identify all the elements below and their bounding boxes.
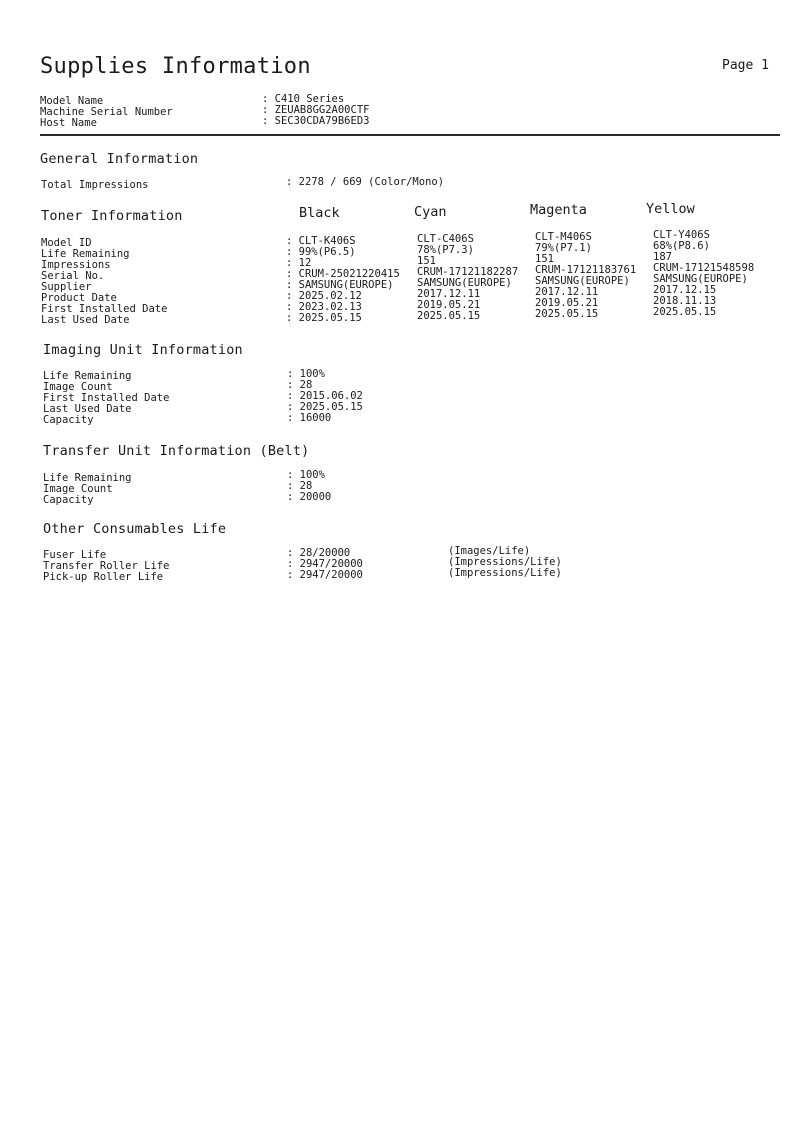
toner-label: Supplier (41, 281, 92, 293)
magenta-value: SAMSUNG(EUROPE) (535, 275, 630, 287)
other-value: : 28/20000 (287, 547, 351, 559)
imaging-value: : 16000 (287, 412, 332, 424)
yellow-value: CRUM-17121548598 (653, 262, 755, 274)
imaging-heading: Imaging Unit Information (43, 342, 243, 358)
transfer-heading: Transfer Unit Information (Belt) (43, 443, 310, 459)
col-magenta: Magenta (530, 202, 587, 218)
yellow-value: 2018.11.13 (653, 295, 717, 307)
magenta-value: 151 (535, 253, 554, 265)
black-value: : 2025.05.15 (286, 312, 362, 324)
imaging-label: Image Count (43, 381, 113, 393)
col-yellow: Yellow (646, 201, 695, 217)
other-label: Pick-up Roller Life (43, 571, 164, 583)
toner-label: Life Remaining (41, 248, 130, 260)
cyan-value: SAMSUNG(EUROPE) (417, 277, 512, 289)
page-number: Page 1 (722, 58, 769, 73)
host-name-value: : SEC30CDA79B6ED3 (262, 115, 370, 127)
transfer-value: : 100% (287, 469, 325, 481)
imaging-value: : 2015.06.02 (287, 390, 363, 402)
cyan-value: CRUM-17121182287 (417, 266, 519, 278)
model-name-value: : C410 Series (262, 93, 345, 105)
transfer-label: Capacity (43, 494, 94, 506)
black-value: : SAMSUNG(EUROPE) (286, 279, 394, 291)
toner-magenta-values (535, 232, 636, 320)
header-labels (40, 96, 173, 129)
toner-black-values (286, 236, 400, 324)
black-value: : CRUM-25021220415 (286, 268, 400, 280)
other-label: Fuser Life (43, 549, 107, 561)
toner-cyan-values (417, 234, 518, 322)
cyan-value: 78%(P7.3) (417, 244, 474, 256)
imaging-values (287, 369, 363, 424)
toner-label: Model ID (41, 237, 92, 249)
imaging-label: Life Remaining (43, 370, 132, 382)
header-divider (40, 134, 780, 136)
transfer-values (287, 470, 331, 503)
toner-row-labels (41, 238, 167, 326)
other-value: : 2947/20000 (287, 569, 363, 581)
yellow-value: 2017.12.15 (653, 284, 717, 296)
yellow-value: 2025.05.15 (653, 306, 717, 318)
black-value: : CLT-K406S (286, 235, 356, 247)
col-black: Black (299, 205, 340, 221)
transfer-labels (43, 473, 132, 506)
total-impressions-value: : 2278 / 669 (Color/Mono) (286, 176, 445, 188)
imaging-value: : 28 (287, 379, 313, 391)
imaging-value: : 2025.05.15 (287, 401, 363, 413)
cyan-value: 2025.05.15 (417, 310, 481, 322)
imaging-label: Last Used Date (43, 403, 132, 415)
transfer-label: Image Count (43, 483, 113, 495)
transfer-value: : 20000 (287, 491, 332, 503)
serial-number-label: Machine Serial Number (40, 106, 173, 118)
toner-label: First Installed Date (41, 303, 168, 315)
yellow-value: SAMSUNG(EUROPE) (653, 273, 748, 285)
imaging-value: : 100% (287, 368, 325, 380)
other-labels (43, 550, 169, 583)
cyan-value: 151 (417, 255, 436, 267)
col-cyan: Cyan (414, 204, 447, 220)
other-values (287, 548, 363, 581)
model-name-label: Model Name (40, 95, 104, 107)
other-value: : 2947/20000 (287, 558, 363, 570)
other-unit: (Images/Life) (448, 545, 531, 557)
black-value: : 2025.02.12 (286, 290, 362, 302)
page-title: Supplies Information (40, 54, 311, 79)
magenta-value: 79%(P7.1) (535, 242, 592, 254)
host-name-label: Host Name (40, 117, 97, 129)
other-unit: (Impressions/Life) (448, 556, 562, 568)
magenta-value: 2025.05.15 (535, 308, 599, 320)
toner-yellow-values (653, 230, 754, 318)
imaging-label: First Installed Date (43, 392, 170, 404)
black-value: : 12 (286, 257, 312, 269)
imaging-label: Capacity (43, 414, 94, 426)
magenta-value: CRUM-17121183761 (535, 264, 637, 276)
yellow-value: CLT-Y406S (653, 229, 710, 241)
general-heading: General Information (40, 151, 199, 167)
black-value: : 99%(P6.5) (286, 246, 356, 258)
cyan-value: 2017.12.11 (417, 288, 481, 300)
toner-label: Product Date (41, 292, 117, 304)
header-values (262, 94, 369, 127)
yellow-value: 68%(P8.6) (653, 240, 710, 252)
toner-label: Impressions (41, 259, 111, 271)
transfer-label: Life Remaining (43, 472, 132, 484)
cyan-value: 2019.05.21 (417, 299, 481, 311)
other-label: Transfer Roller Life (43, 560, 170, 572)
transfer-value: : 28 (287, 480, 313, 492)
other-units (448, 546, 562, 579)
other-unit: (Impressions/Life) (448, 567, 562, 579)
black-value: : 2023.02.13 (286, 301, 362, 313)
magenta-value: 2019.05.21 (535, 297, 599, 309)
imaging-labels (43, 371, 169, 426)
yellow-value: 187 (653, 251, 672, 263)
toner-label: Serial No. (41, 270, 105, 282)
toner-heading: Toner Information (41, 208, 183, 224)
magenta-value: 2017.12.11 (535, 286, 599, 298)
cyan-value: CLT-C406S (417, 233, 474, 245)
total-impressions-label: Total Impressions (41, 179, 149, 191)
toner-label: Last Used Date (41, 314, 130, 326)
serial-number-value: : ZEUAB8GG2A00CTF (262, 104, 370, 116)
other-heading: Other Consumables Life (43, 521, 227, 537)
magenta-value: CLT-M406S (535, 231, 592, 243)
